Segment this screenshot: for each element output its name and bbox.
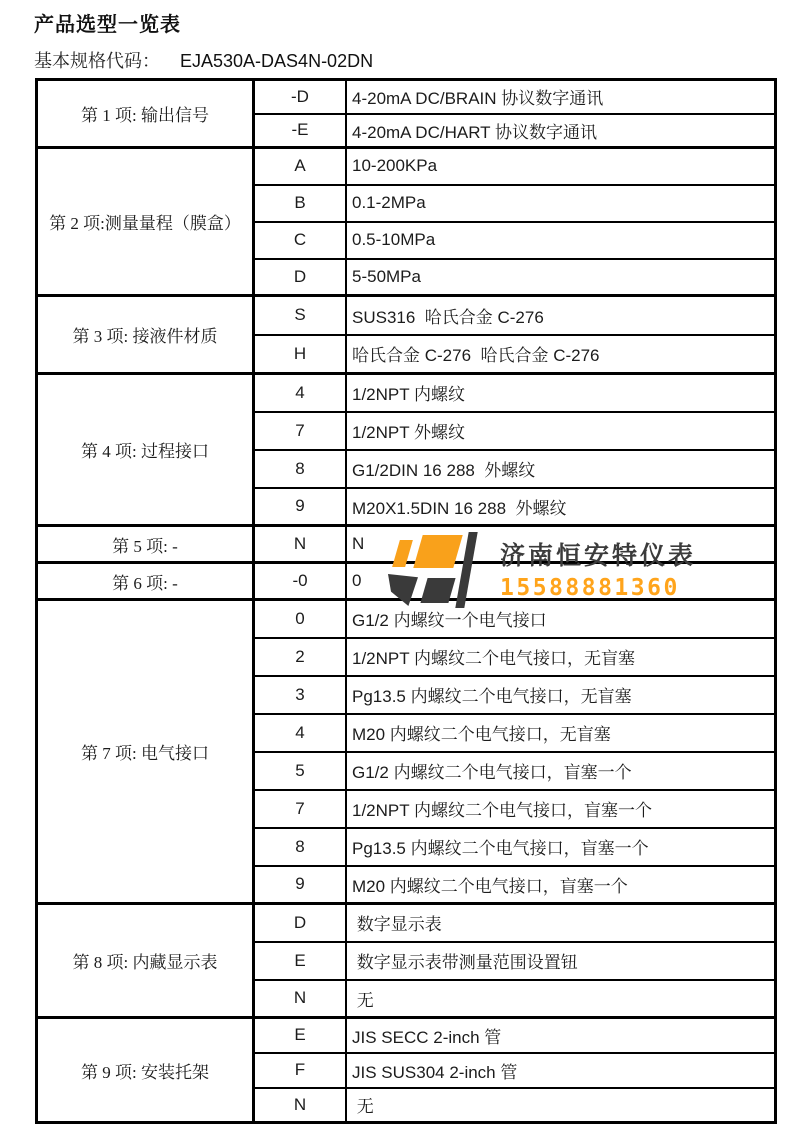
option-desc-cell: G1/2DIN 16 288 外螺纹 bbox=[346, 450, 776, 488]
option-desc-cell: M20 内螺纹二个电气接口，盲塞一个 bbox=[346, 866, 776, 904]
option-desc-cell: 10-200KPa bbox=[346, 148, 776, 185]
option-desc-cell: 0.1-2MPa bbox=[346, 185, 776, 222]
option-code-cell: E bbox=[254, 1018, 347, 1053]
option-code-cell: N bbox=[254, 526, 347, 563]
option-code-cell: A bbox=[254, 148, 347, 185]
option-desc-cell: N bbox=[346, 526, 776, 563]
option-code-cell: 0 bbox=[254, 600, 347, 638]
spec-item-label: 第 8 项: 内藏显示表 bbox=[37, 904, 254, 1018]
table-row bbox=[37, 296, 776, 335]
option-code-cell: 5 bbox=[254, 752, 347, 790]
page-title: 产品选型一览表 bbox=[34, 14, 181, 36]
spec-item-label: 第 9 项: 安装托架 bbox=[37, 1018, 254, 1123]
option-code-cell: N bbox=[254, 980, 347, 1018]
table-row bbox=[37, 1018, 776, 1053]
option-code-cell: S bbox=[254, 296, 347, 335]
option-code-cell: 2 bbox=[254, 638, 347, 676]
option-desc-cell: 4-20mA DC/BRAIN 协议数字通讯 bbox=[346, 80, 776, 114]
option-desc-cell: 0 bbox=[346, 563, 776, 600]
option-code-cell: B bbox=[254, 185, 347, 222]
spec-table-body bbox=[37, 80, 776, 1123]
option-code-cell: 7 bbox=[254, 412, 347, 450]
spec-item-label: 第 5 项: - bbox=[37, 526, 254, 563]
option-code-cell: N bbox=[254, 1088, 347, 1123]
option-code-cell: E bbox=[254, 942, 347, 980]
spec-table bbox=[35, 78, 777, 1124]
option-code-cell: 8 bbox=[254, 450, 347, 488]
phone-number: 15588881360 bbox=[500, 575, 680, 601]
option-desc-cell: 1/2NPT 内螺纹 bbox=[346, 374, 776, 412]
spec-item-label: 第 6 项: - bbox=[37, 563, 254, 600]
option-code-cell: -0 bbox=[254, 563, 347, 600]
spec-item-label: 第 7 项: 电气接口 bbox=[37, 600, 254, 904]
base-code-row bbox=[34, 47, 373, 73]
option-code-cell: 9 bbox=[254, 866, 347, 904]
table-row bbox=[37, 526, 776, 563]
option-desc-cell: 0.5-10MPa bbox=[346, 222, 776, 259]
spec-item-label: 第 4 项: 过程接口 bbox=[37, 374, 254, 526]
table-row bbox=[37, 374, 776, 412]
table-row bbox=[37, 600, 776, 638]
spec-item-label: 第 3 项: 接液件材质 bbox=[37, 296, 254, 374]
option-desc-cell: 哈氏合金 C-276 哈氏合金 C-276 bbox=[346, 335, 776, 374]
base-code-value: EJA530A-DAS4N-02DN bbox=[180, 51, 374, 71]
option-desc-cell: Pg13.5 内螺纹二个电气接口，盲塞一个 bbox=[346, 828, 776, 866]
option-code-cell: 3 bbox=[254, 676, 347, 714]
option-desc-cell: 1/2NPT 外螺纹 bbox=[346, 412, 776, 450]
option-code-cell: 8 bbox=[254, 828, 347, 866]
option-desc-cell: SUS316 哈氏合金 C-276 bbox=[346, 296, 776, 335]
option-desc-cell: 数字显示表 bbox=[346, 904, 776, 942]
option-code-cell: 4 bbox=[254, 714, 347, 752]
option-desc-cell: 1/2NPT 内螺纹二个电气接口，盲塞一个 bbox=[346, 790, 776, 828]
spec-item-label: 第 1 项: 输出信号 bbox=[37, 80, 254, 148]
option-code-cell: 4 bbox=[254, 374, 347, 412]
option-code-cell: D bbox=[254, 904, 347, 942]
option-desc-cell: 5-50MPa bbox=[346, 259, 776, 296]
option-desc-cell: G1/2 内螺纹一个电气接口 bbox=[346, 600, 776, 638]
table-row bbox=[37, 148, 776, 185]
option-code-cell: C bbox=[254, 222, 347, 259]
option-desc-cell: M20X1.5DIN 16 288 外螺纹 bbox=[346, 488, 776, 526]
table-row bbox=[37, 563, 776, 600]
option-desc-cell: 数字显示表带测量范围设置钮 bbox=[346, 942, 776, 980]
option-desc-cell: JIS SECC 2-inch 管 bbox=[346, 1018, 776, 1053]
option-code-cell: 9 bbox=[254, 488, 347, 526]
company-name: 济南恒安特仪表 bbox=[500, 541, 697, 570]
option-desc-cell: M20 内螺纹二个电气接口，无盲塞 bbox=[346, 714, 776, 752]
table-row bbox=[37, 80, 776, 114]
option-code-cell: -D bbox=[254, 80, 347, 114]
option-desc-cell: Pg13.5 内螺纹二个电气接口，无盲塞 bbox=[346, 676, 776, 714]
base-code-label: 基本规格代码： bbox=[34, 51, 160, 71]
table-row bbox=[37, 904, 776, 942]
option-desc-cell: 无 bbox=[346, 980, 776, 1018]
option-desc-cell: 无 bbox=[346, 1088, 776, 1123]
spec-item-label: 第 2 项:测量量程（膜盒） bbox=[37, 148, 254, 296]
option-code-cell: -E bbox=[254, 114, 347, 148]
option-code-cell: 7 bbox=[254, 790, 347, 828]
option-code-cell: H bbox=[254, 335, 347, 374]
option-code-cell: F bbox=[254, 1053, 347, 1088]
option-desc-cell: JIS SUS304 2-inch 管 bbox=[346, 1053, 776, 1088]
option-desc-cell: 4-20mA DC/HART 协议数字通讯 bbox=[346, 114, 776, 148]
option-desc-cell: G1/2 内螺纹二个电气接口，盲塞一个 bbox=[346, 752, 776, 790]
option-code-cell: D bbox=[254, 259, 347, 296]
option-desc-cell: 1/2NPT 内螺纹二个电气接口，无盲塞 bbox=[346, 638, 776, 676]
